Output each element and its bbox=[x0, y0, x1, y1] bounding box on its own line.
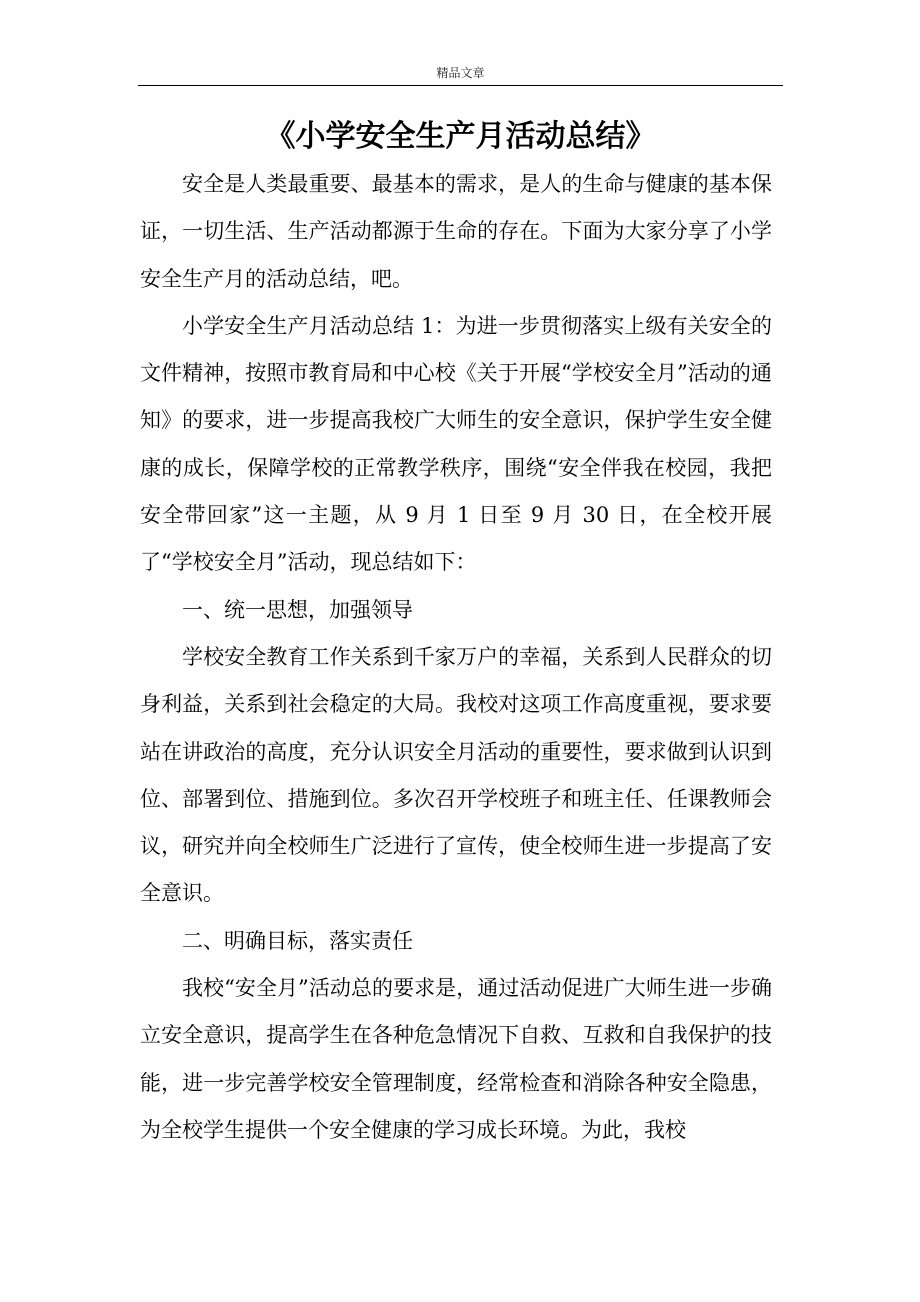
section-2-paragraph: 我校“安全月”活动总的要求是，通过活动促进广大师生进一步确立安全意识，提高学生在各种危急情况下自救、互救和自我保护的技能，进一步完善学校安全管理制度，经常检查和消除各种安全隐患，为全校学生提供一个安全健康的学习成长环境。为此，我校 bbox=[140, 976, 772, 1142]
document-title: 《小学安全生产月活动总结》 bbox=[265, 119, 656, 154]
summary-1-paragraph: 小学安全生产月活动总结 1：为进一步贯彻落实上级有关安全的文件精神，按照市教育局和中心校《关于开展“学校安全月”活动的通知》的要求，进一步提高我校广大师生的安全意识，保护学生安全健康的成长，保障学校的正常教学秩序，围绕“安全伴我在校园，我把安全带回家”这一主题，从 9 月 1 日至 9 月 30 日，在全校开展了“学校安全月”活动，现总结如下： bbox=[140, 313, 772, 575]
header-divider bbox=[138, 85, 783, 86]
page-header: 精品文章 bbox=[436, 66, 485, 80]
intro-paragraph: 安全是人类最重要、最基本的需求，是人的生命与健康的基本保证，一切生活、生产活动都源于生命的存在。下面为大家分享了小学安全生产月的活动总结，吧。 bbox=[140, 172, 772, 291]
document-body bbox=[140, 161, 772, 1154]
section-1-paragraph: 学校安全教育工作关系到千家万户的幸福，关系到人民群众的切身利益，关系到社会稳定的大局。我校对这项工作高度重视，要求要站在讲政治的高度，充分认识安全月活动的重要性，要求做到认识到位、部署到位、措施到位。多次召开学校班子和班主任、任课教师会议，研究并向全校师生广泛进行了宣传，使全校师生进一步提高了安全意识。 bbox=[140, 644, 772, 906]
section-heading-1: 一、统一思想，加强领导 bbox=[182, 597, 413, 622]
section-heading-2: 二、明确目标，落实责任 bbox=[182, 928, 413, 953]
